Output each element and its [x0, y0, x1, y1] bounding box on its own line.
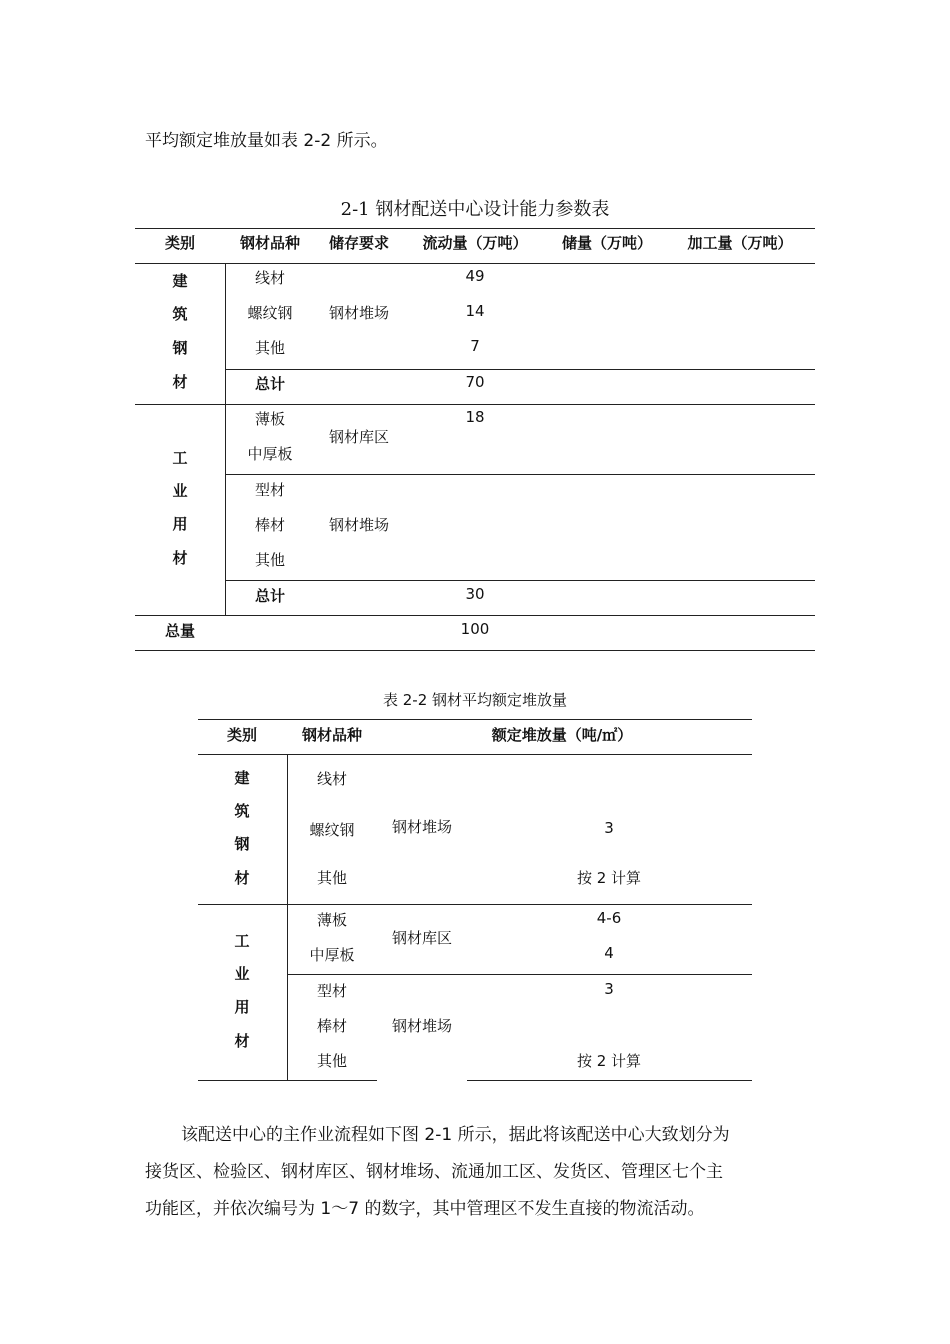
table2-header-variety: 钢材品种 [301, 726, 363, 744]
table1-g2-storage-b: 钢材堆场 [328, 516, 390, 534]
table2-g1-value: 3 [604, 819, 614, 837]
table1-g2-total-label: 总计 [254, 587, 286, 605]
table2-g1-category-char: 筑 [234, 802, 250, 820]
table2-category-divider [287, 754, 288, 1080]
table1-g1-item: 其他 [254, 339, 286, 357]
table2-caption: 表 2-2 钢材平均额定堆放量 [382, 691, 568, 709]
body-text-line: 接货区、检验区、钢材库区、钢材堆场、流通加工区、发货区、管理区七个主 [145, 1162, 723, 1182]
table1-g2-category-char: 工 [172, 449, 188, 467]
table1-g1-bottom-rule [135, 404, 815, 405]
table1-g2-item: 其他 [254, 551, 286, 569]
table1-header-processing: 加工量（万吨） [687, 234, 793, 252]
table1-caption: 2-1 钢材配送中心设计能力参数表 [340, 199, 610, 220]
table1-g2-category-char: 用 [172, 515, 188, 533]
table1-g2-item: 中厚板 [247, 445, 293, 463]
table2-top-rule [198, 719, 752, 720]
table1-grand-total-flow: 100 [460, 620, 490, 638]
table1-bottom-rule [135, 650, 815, 651]
table2-g1-value: 按 2 计算 [576, 869, 642, 887]
table2-g2-category-char: 工 [234, 932, 250, 950]
table2-g2-item: 棒材 [316, 1017, 348, 1035]
table1-g2-category-char: 业 [172, 482, 188, 500]
table2-g2-storage-a: 钢材库区 [391, 929, 453, 947]
table1-g2-category-char: 材 [172, 549, 188, 567]
table2-g2-mid-rule [287, 974, 752, 975]
table2-header-rule [198, 754, 752, 755]
table1-g1-storage: 钢材堆场 [328, 304, 390, 322]
table1-g1-total-flow: 70 [465, 373, 485, 391]
table2-g1-item: 螺纹钢 [309, 821, 355, 839]
table2-g1-storage: 钢材堆场 [391, 818, 453, 836]
body-text-line: 该配送中心的主作业流程如下图 2-1 所示，据此将该配送中心大致划分为 [181, 1125, 730, 1145]
table1-header-flow: 流动量（万吨） [422, 234, 528, 252]
table2-bottom-rule-left [198, 1080, 377, 1081]
table2-g1-category-char: 钢 [234, 835, 250, 853]
table1-g2-total-flow: 30 [465, 585, 485, 603]
table1-g1-item: 螺纹钢 [247, 304, 293, 322]
table1-g1-total-label: 总计 [254, 375, 286, 393]
table2-g1-category-char: 建 [234, 769, 250, 787]
table1-g1-flow: 7 [470, 337, 480, 355]
table2-g1-bottom-rule [198, 904, 752, 905]
body-text-line: 功能区，并依次编号为 1～7 的数字，其中管理区不发生直接的物流活动。 [145, 1199, 705, 1219]
table1-g2-item: 型材 [254, 481, 286, 499]
table1-g2-item: 棒材 [254, 516, 286, 534]
table1-g2-total-rule [225, 580, 815, 581]
table1-header-storage: 储存要求 [328, 234, 390, 252]
table2-g1-item: 线材 [316, 770, 348, 788]
table2-g2-value-b: 按 2 计算 [576, 1052, 642, 1070]
table2-g2-value-a: 4 [604, 944, 614, 962]
table1-header-category: 类别 [164, 234, 196, 252]
table1-g1-category-char: 筑 [172, 305, 188, 323]
table2-g2-value-a: 4-6 [596, 909, 622, 927]
table1-header-rule [135, 263, 815, 264]
table2-g2-value-b: 3 [604, 980, 614, 998]
table1-g1-flow: 49 [465, 267, 485, 285]
table2-g2-item: 其他 [316, 1052, 348, 1070]
table2-g2-category-char: 材 [234, 1032, 250, 1050]
table1-g1-category-char: 材 [172, 373, 188, 391]
table1-g2-flow-a: 18 [465, 408, 485, 426]
table2-header-category: 类别 [226, 726, 258, 744]
table1-g1-total-rule [225, 369, 815, 370]
table1-g1-flow: 14 [465, 302, 485, 320]
table2-g2-item: 中厚板 [309, 946, 355, 964]
table2-g2-category-char: 业 [234, 965, 250, 983]
table1-header-stock: 储量（万吨） [561, 234, 653, 252]
table1-top-rule [135, 228, 815, 229]
table1-g1-item: 线材 [254, 269, 286, 287]
table1-g2-storage-a: 钢材库区 [328, 428, 390, 446]
table2-g1-item: 其他 [316, 869, 348, 887]
table2-header-capacity: 额定堆放量（吨/㎡） [491, 726, 633, 744]
table1-g2-bottom-rule [135, 615, 815, 616]
table2-g2-category-char: 用 [234, 998, 250, 1016]
table2-g1-category-char: 材 [234, 869, 250, 887]
table2-bottom-rule-right [467, 1080, 752, 1081]
table1-g1-category-char: 建 [172, 272, 188, 290]
table1-g1-category-char: 钢 [172, 339, 188, 357]
table1-grand-total-label: 总量 [164, 622, 196, 640]
table1-g2-item: 薄板 [254, 410, 286, 428]
table1-g2-mid-rule [225, 474, 815, 475]
table1-category-divider [225, 263, 226, 615]
table1-header-variety: 钢材品种 [239, 234, 301, 252]
table2-g2-storage-b: 钢材堆场 [391, 1017, 453, 1035]
table2-g2-item: 型材 [316, 982, 348, 1000]
table2-g2-item: 薄板 [316, 911, 348, 929]
intro-text: 平均额定堆放量如表 2-2 所示。 [145, 131, 388, 151]
